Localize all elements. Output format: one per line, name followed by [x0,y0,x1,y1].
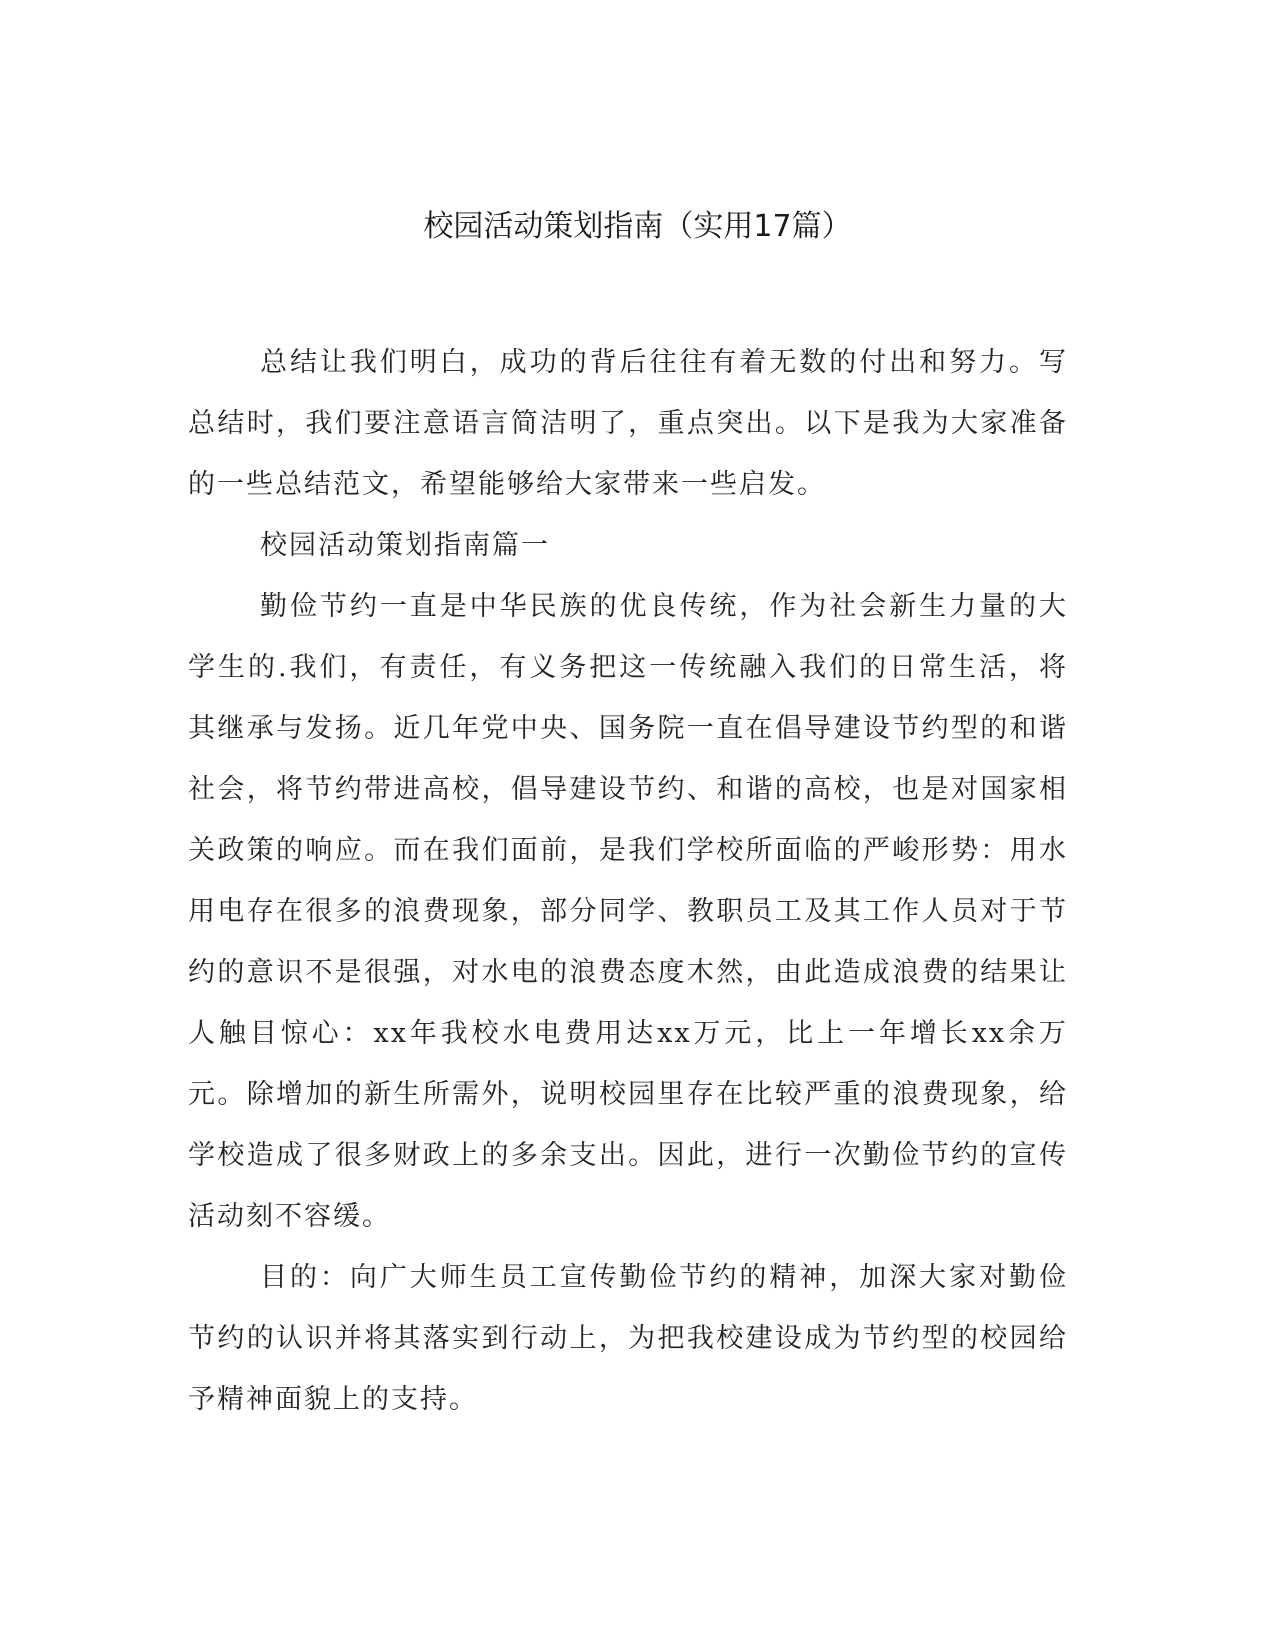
document-body [188,332,1068,1430]
purpose-paragraph: 目的：向广大师生员工宣传勤俭节约的精神，加深大家对勤俭节约的认识并将其落实到行动上，为把我校建设成为节约型的校园给予精神面貌上的支持。 [188,1262,1068,1415]
document-title: 校园活动策划指南（实用17篇） [423,209,852,244]
background-paragraph: 勤俭节约一直是中华民族的优良传统，作为社会新生力量的大学生的.我们，有责任，有义务把这一传统融入我们的日常生活，将其继承与发扬。近几年党中央、国务院一直在倡导建设节约型的和谐社会，将节约带进高校，倡导建设节约、和谐的高校，也是对国家相关政策的响应。而在我们面前，是我们学校所面临的严峻形势：用水用电存在很多的浪费现象，部分同学、教职员工及其工作人员对于节约的意识不是很强，对水电的浪费态度木然，由此造成浪费的结果让人触目惊心：xx年我校水电费用达xx万元，比上一年增长xx余万元。除增加的新生所需外，说明校园里存在比较严重的浪费现象，给学校造成了很多财政上的多余支出。因此，进行一次勤俭节约的宣传活动刻不容缓。 [188,591,1068,1232]
section-heading: 校园活动策划指南篇一 [260,530,550,561]
intro-paragraph: 总结让我们明白，成功的背后往往有着无数的付出和努力。写总结时，我们要注意语言简洁明了，重点突出。以下是我为大家准备的一些总结范文，希望能够给大家带来一些启发。 [188,347,1068,500]
